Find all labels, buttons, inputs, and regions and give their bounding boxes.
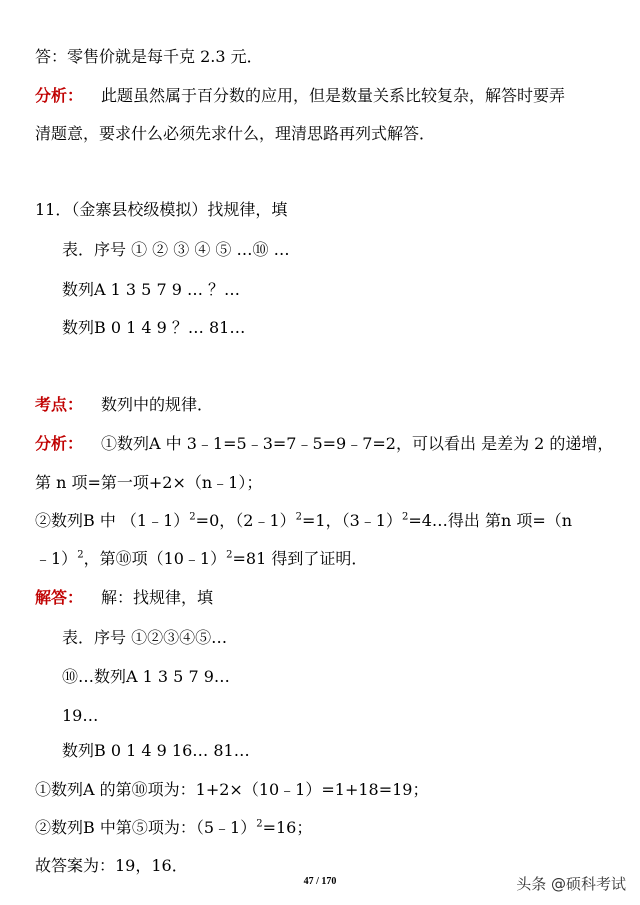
question-11-title: 11．（金寨县校级模拟）找规律，填 xyxy=(35,200,288,219)
analysis-2-line-2: 第 n 项=第一项+2×（n﹣1）； xyxy=(35,473,263,492)
key-point-label: 考点： xyxy=(35,395,84,414)
watermark: 头条 @硕科考试 xyxy=(516,875,626,893)
solution-label: 解答： xyxy=(35,588,84,607)
analysis-label: 分析： xyxy=(35,86,84,105)
analysis-2-line-4: ﹣1）$^2$，第⑩项（10﹣1）$^2$=81 得到了证明． xyxy=(35,549,368,568)
analysis-2-line-1: 分析： ①数列A 中 3﹣1=5﹣3=7﹣5=9﹣7=2，可以看出 是差为 2 的递增， xyxy=(35,434,614,453)
final-answer-line: 故答案为：19，16． xyxy=(35,856,188,875)
analysis-line-1: 分析： 此题虽然属于百分数的应用，但是数量关系比较复杂，解答时要弄 xyxy=(35,86,566,105)
key-point-line: 考点： 数列中的规律． xyxy=(35,395,214,414)
page-number: 47 / 170 xyxy=(303,876,337,887)
question-sequence-b: 数列B 0 1 4 9 ？… 81… xyxy=(62,318,246,337)
question-sequence-a: 数列A 1 3 5 7 9 … ？… xyxy=(62,280,241,299)
solution-line-1: 解答： 解：找规律，填 xyxy=(35,588,214,607)
answer-line: 答：零售价就是每千克 2.3 元． xyxy=(35,47,263,66)
solution-b-5th-term: ②数列B 中第⑤项为：（5﹣1）$^2$=16； xyxy=(35,818,313,837)
solution-a-10th-term: ①数列A 的第⑩项为：1+2×（10﹣1）=1+18=19； xyxy=(35,780,429,799)
question-table-header: 表．序号 ① ② ③ ④ ⑤ …⑩ … xyxy=(62,240,290,259)
solution-sequence-b: 数列B 0 1 4 9 16… 81… xyxy=(62,741,250,760)
analysis-line-2: 清题意，要求什么必须先求什么，理清思路再列式解答． xyxy=(35,124,436,143)
solution-table-header: 表．序号 ①②③④⑤… xyxy=(62,628,228,647)
analysis-2-line-3: ②数列B 中 （1﹣1）$^2$=0，（2﹣1）$^2$=1，（3﹣1）$^2$=4…得出 第n 项=（n xyxy=(35,511,573,530)
solution-sequence-a: ⑩…数列A 1 3 5 7 9… xyxy=(62,667,230,686)
solution-sequence-a-cont: 19… xyxy=(62,706,99,725)
analysis-label-2: 分析： xyxy=(35,434,84,453)
